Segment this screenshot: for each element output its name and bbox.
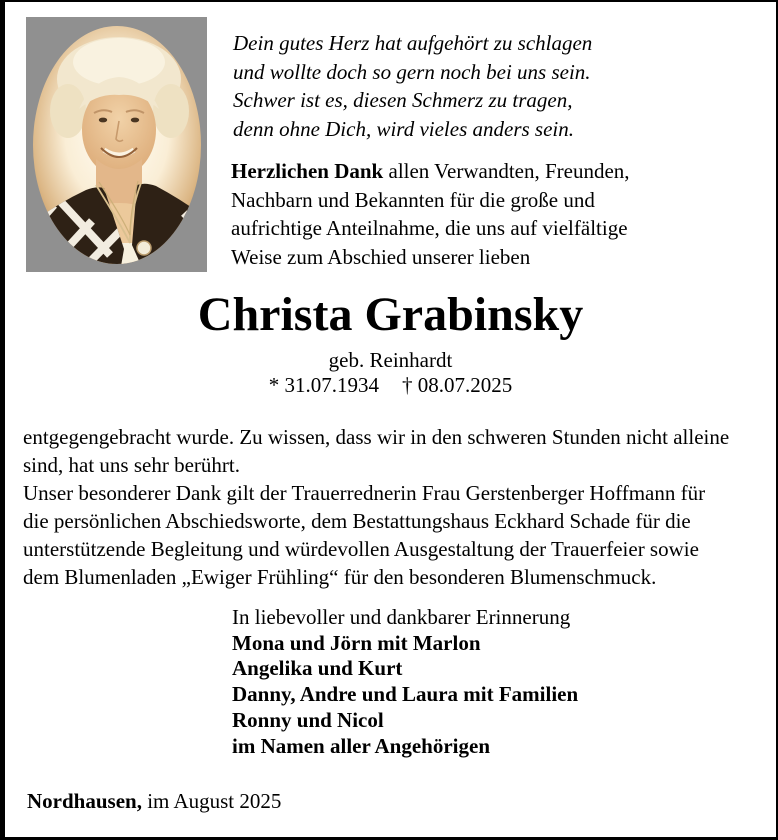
memorial-section bbox=[232, 605, 578, 759]
memorial-name: im Namen aller Angehörigen bbox=[232, 733, 491, 758]
footer-date: im August 2025 bbox=[141, 789, 282, 813]
body-line: unterstützende Begleitung und würdevollen Ausgestaltung der Trauerfeier sowie bbox=[23, 537, 699, 562]
life-dates bbox=[5, 373, 776, 397]
memorial-name: Ronny und Nicol bbox=[232, 707, 384, 732]
memorial-intro: In liebevoller und dankbarer Erinnerung bbox=[232, 605, 571, 629]
opening-verse bbox=[233, 29, 592, 144]
thanks-bold-lead: Herzlichen Dank bbox=[231, 159, 384, 183]
thanks-line bbox=[231, 157, 630, 186]
eye-right bbox=[131, 118, 139, 123]
portrait-photo bbox=[26, 17, 207, 272]
verse-line: Dein gutes Herz hat aufgehört zu schlagen bbox=[233, 31, 593, 55]
verse-line: und wollte doch so gern noch bei uns sein. bbox=[233, 59, 591, 84]
thanks-line: aufrichtige Anteilnahme, die uns auf vielfältige bbox=[231, 216, 628, 241]
place-date-line bbox=[27, 788, 281, 814]
deceased-name: Christa Grabinsky bbox=[197, 288, 584, 341]
pearl-button bbox=[137, 241, 151, 255]
thanks-line: Weise zum Abschied unserer lieben bbox=[231, 245, 531, 270]
acknowledgement-paragraph bbox=[23, 423, 729, 592]
hair-side-right bbox=[153, 84, 189, 138]
verse-line: Schwer ist es, diesen Schmerz zu tragen, bbox=[233, 88, 573, 113]
body-line: sind, hat uns sehr berührt. bbox=[23, 453, 240, 478]
verse-line: denn ohne Dich, wird vieles anders sein. bbox=[233, 117, 574, 142]
memorial-name: Danny, Andre und Laura mit Familien bbox=[232, 682, 579, 707]
body-line: die persönlichen Abschiedsworte, dem Bestattungshaus Eckhard Schade für die bbox=[23, 509, 691, 534]
body-line: Unser besonderer Dank gilt der Trauerrednerin Frau Gerstenberger Hoffmann für bbox=[23, 481, 706, 506]
city-name: Nordhausen, bbox=[27, 789, 142, 813]
birth-date: * 31.07.1934 bbox=[268, 373, 379, 397]
eye-left bbox=[99, 118, 107, 123]
thanks-line1-rest: allen Verwandten, Freunden, bbox=[383, 159, 630, 183]
body-line: entgegengebracht wurde. Zu wissen, dass wir in den schweren Stunden nicht alleine bbox=[23, 425, 730, 449]
maiden-name: geb. Reinhardt bbox=[328, 348, 453, 372]
thanks-line: Nachbarn und Bekannten für die große und bbox=[231, 187, 595, 212]
hair-side-left bbox=[50, 84, 86, 138]
thanks-paragraph bbox=[231, 157, 630, 272]
memorial-name: Mona und Jörn mit Marlon bbox=[232, 630, 481, 655]
obituary-sheet bbox=[5, 2, 776, 837]
memorial-name: Angelika und Kurt bbox=[232, 656, 403, 681]
death-date: † 08.07.2025 bbox=[402, 373, 513, 397]
body-line: dem Blumenladen „Ewiger Frühling“ für den besonderen Blumenschmuck. bbox=[23, 565, 657, 590]
